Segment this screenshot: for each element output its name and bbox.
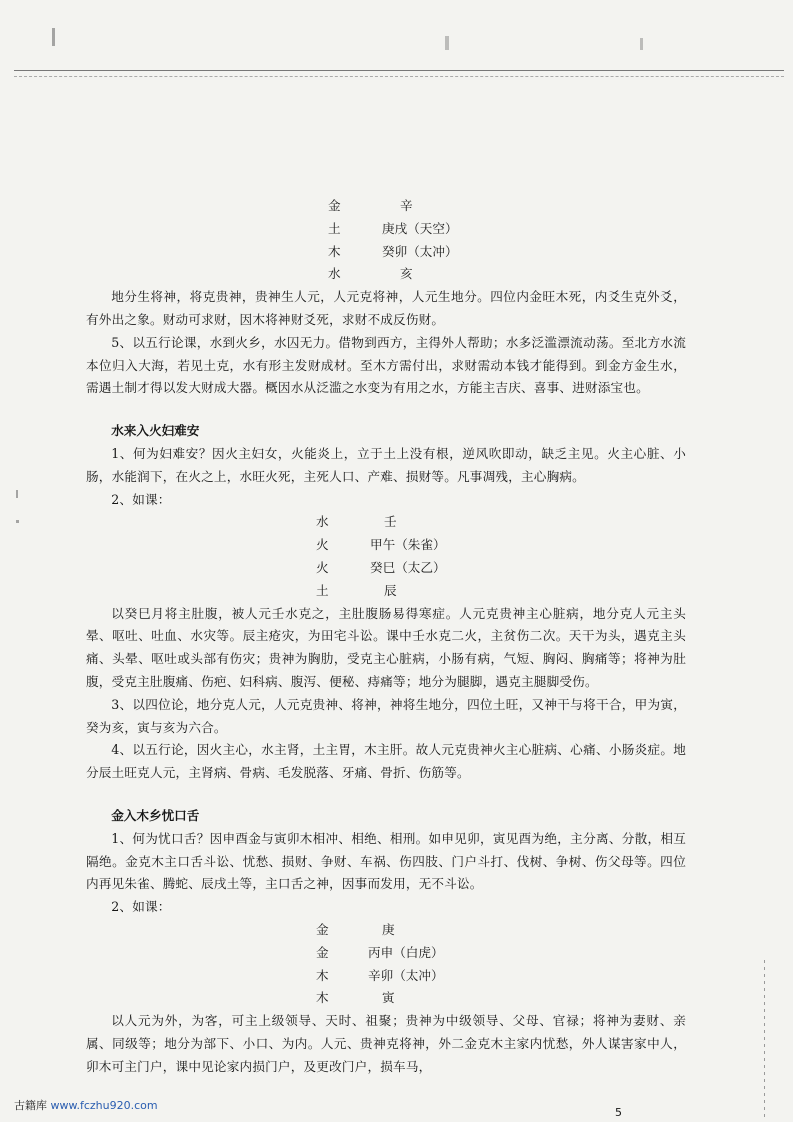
paragraph: 3、以四位论，地分克人元，人元克贵神、将神，神将生地分，四位土旺，又神干与将干合，甲为寅，癸为亥，寅与亥为六合。 <box>86 696 686 735</box>
schema-element: 木 <box>316 967 329 983</box>
schema-element: 火 <box>316 559 329 575</box>
schema-stem: 辛卯（太冲） <box>368 967 444 983</box>
schema-stem: 辰 <box>384 582 397 598</box>
schema-stem: 庚 <box>382 921 395 937</box>
schema-1 <box>86 195 686 286</box>
schema-element: 金 <box>316 944 329 960</box>
paragraph: 以癸巳月将主肚腹，被人元壬水克之，主肚腹肠易得寒症。人元克贵神主心脏病，地分克人元主头晕、呕吐、吐血、水灾等。辰主疮灾，为田宅斗讼。课中壬水克二火，主贫伤二次。天干为头，遇克主头痛、头晕、呕吐或头部有伤灾；贵神为胸肋，受克主心脏病，小肠有病，气短、胸闷、胸痛等；将神为肚腹，受克主肚腹痛、伤疤、妇科病、腹泻、便秘、痔痛等；地分为腿脚，遇克主腿脚受伤。 <box>86 605 686 689</box>
schema-element: 木 <box>328 243 341 259</box>
top-rule <box>14 70 784 71</box>
schema-row <box>86 965 686 988</box>
schema-stem: 壬 <box>384 514 397 530</box>
schema-row <box>86 534 686 557</box>
schema-row <box>86 580 686 603</box>
scan-speck <box>16 490 18 498</box>
paragraph: 1、何为忧口舌？因申酉金与寅卯木相冲、相绝、相刑。如申见卯，寅见酉为绝，主分离、分散，相互隔绝。金克木主口舌斗讼、忧愁、损财、争财、车祸、伤四肢、门户斗打、伐树、争树、伤父母等。四位内再见朱雀、腾蛇、辰戌土等，主口舌之神，因事而发用，无不斗讼。 <box>86 830 686 892</box>
schema-row <box>86 557 686 580</box>
document-body <box>86 195 686 1078</box>
paragraph: 1、何为妇难安？因火主妇女，火能炎上，立于土上没有根，逆风吹即动，缺乏主见。火主心脏、小肠，水能润下，在火之上，水旺火死，主死人口、产难、损财等。凡事凋残，主心胸病。 <box>86 445 686 484</box>
paragraph: 以人元为外，为客，可主上级领导、天时、祖聚；贵神为中级领导、父母、官禄；将神为妻财、亲属、同级等；地分为部下、小口、为内。人元、贵神克将神，外二金克木主家内忧愁，外人谋害家中人，卯木可主门户，课中见论家内损门户，及更改门户，损车马， <box>86 1013 686 1074</box>
schema-stem: 癸卯（太冲） <box>382 243 458 259</box>
schema-row <box>86 987 686 1010</box>
schema-element: 木 <box>316 990 329 1006</box>
paragraph: 地分生将神，将克贵神，贵神生人元，人元克将神，人元生地分。四位内金旺木死，内爻生克外爻，有外出之象。财动可求财，因木将神财爻死，求财不成反伤财。 <box>86 289 686 327</box>
schema-stem: 辛 <box>400 198 413 213</box>
schema-row <box>86 942 686 965</box>
schema-row <box>86 263 686 286</box>
top-rule-dashed <box>14 76 784 77</box>
schema-element: 金 <box>316 921 329 937</box>
paragraph: 5、以五行论课，水到火乡，水囚无力。借物到西方，主得外人帮助；水多泛滥漂流动荡。至北方水流本位归入大海，若见土克，水有形主发财成材。至木方需付出，求财需动本钱才能得到。到金方金生水，需遇土制才得以发大财成大器。概因水从泛滥之水变为有用之水，方能主吉庆、喜事、进财添宝也。 <box>86 334 686 396</box>
schema-element: 土 <box>328 220 341 236</box>
scan-edge <box>764 960 765 1120</box>
schema-stem: 寅 <box>382 990 395 1006</box>
schema-stem: 丙申（白虎） <box>368 944 444 960</box>
scan-speck <box>445 36 449 50</box>
schema-element: 水 <box>328 266 341 282</box>
schema-element: 火 <box>316 537 329 553</box>
scan-speck <box>640 38 643 50</box>
footer-site-label: 古籍库 <box>14 1099 51 1112</box>
schema-stem: 庚戌（天空） <box>382 220 458 236</box>
scan-speck <box>16 520 19 523</box>
schema-row <box>86 218 686 241</box>
footer-site-url[interactable]: www.fczhu920.com <box>50 1099 158 1112</box>
schema-stem: 癸巳（太乙） <box>370 559 446 575</box>
paragraph: 2、如课： <box>111 899 171 915</box>
schema-2 <box>86 511 686 602</box>
scan-speck <box>52 28 55 46</box>
schema-row <box>86 241 686 264</box>
schema-element: 土 <box>316 582 329 598</box>
page-number: 5 <box>615 1106 622 1119</box>
schema-stem: 甲午（朱雀） <box>370 537 446 553</box>
schema-row <box>86 511 686 534</box>
schema-element: 金 <box>328 198 341 213</box>
schema-element: 水 <box>316 514 329 530</box>
paragraph: 2、如课： <box>111 491 171 507</box>
section-heading: 金入木乡忧口舌 <box>111 807 200 823</box>
schema-row <box>86 195 686 218</box>
paragraph: 4、以五行论，因火主心，水主肾，土主胃，木主肝。故人元克贵神火主心脏病、心痛、小肠炎症。地分辰土旺克人元，主肾病、骨病、毛发脱落、牙痛、骨折、伤筋等。 <box>86 742 686 781</box>
section-heading: 水来入火妇难安 <box>111 423 200 439</box>
schema-stem: 亥 <box>400 266 413 282</box>
footer-site-link[interactable] <box>14 1097 158 1113</box>
schema-3 <box>86 919 686 1010</box>
schema-row <box>86 919 686 942</box>
